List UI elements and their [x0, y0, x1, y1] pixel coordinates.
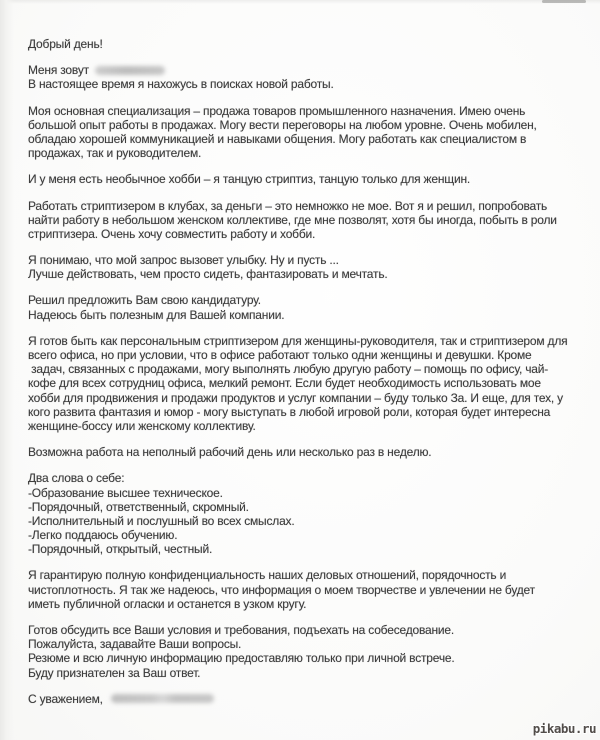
text-line: продажах, так и руководителем. — [28, 146, 202, 161]
paragraph — [28, 568, 594, 611]
redacted-signature — [111, 694, 214, 703]
text-line-text: Меня зовут — [28, 63, 89, 78]
text-line: чистоплотность. Я так же надеюсь, что информация о моем творчестве и увлечении не будет — [28, 582, 535, 597]
text-line — [28, 63, 594, 77]
paragraph — [28, 63, 594, 91]
redacted-name — [95, 66, 165, 75]
text-line: найти работу в небольшом женском коллективе, где мне позволят, хотя бы иногда, побыть в роли — [28, 212, 557, 227]
text-line: иметь публичной огласки и останется в узком кругу. — [28, 596, 307, 611]
text-line: -Легко поддаюсь обучению. — [28, 528, 178, 543]
text-line: -Порядочный, ответственный, скромный. — [28, 499, 249, 514]
letter-body — [28, 37, 594, 706]
paragraph — [28, 293, 594, 321]
text-line: большой опыт работы в продажах. Могу вести переговоры на любом уровне. Очень мобилен, — [28, 117, 537, 132]
text-line: Я готов быть как персональным стриптизером для женщины-руководителя, так и стриптизером для — [28, 333, 568, 348]
text-line-text: С уважением, — [28, 691, 103, 706]
paragraph — [28, 471, 594, 556]
paragraph — [28, 623, 594, 680]
paragraph — [28, 445, 594, 459]
text-line: задач, связанных с продажами, могу выполнять любую другую работу – помощь по офису, чай- — [28, 362, 549, 377]
text-line: стриптизера. Очень хочу совместить работу и хобби. — [28, 226, 316, 241]
paragraph — [28, 253, 594, 281]
text-line: кого развита фантазия и юмор - могу выступать в любой игровой роли, которая будет интересна — [28, 404, 551, 419]
text-line: В настоящее время я нахожусь в поисках новой работы. — [28, 77, 334, 92]
paragraph — [28, 37, 594, 51]
text-line: Буду признателен за Ваш ответ. — [28, 665, 201, 680]
text-line: Решил предложить Вам свою кандидатуру. — [28, 293, 261, 308]
text-line: Моя основная специализация – продажа товаров промышленного назначения. Имею очень — [28, 103, 526, 118]
text-line: Я гарантирую полную конфиденциальность наших деловых отношений, порядочность и — [28, 568, 507, 583]
text-line: -Порядочный, открытый, честный. — [28, 542, 213, 557]
text-line: Резюме и всю личную информацию предоставляю только при личной встрече. — [28, 651, 455, 666]
scan-left-shadow — [0, 0, 14, 740]
text-line: Добрый день! — [28, 37, 103, 51]
paragraph — [28, 199, 594, 242]
text-line — [28, 692, 594, 706]
text-line: Готов обсудить все Ваши условия и требования, подъехать на собеседование. — [28, 623, 455, 637]
paragraph — [28, 104, 594, 161]
text-line: хобби для продвижения и продажи продуктов и услуг компании – буду только За. И еще, для тех, у — [28, 390, 563, 405]
text-line: -Исполнительный и послушный во всех смыслах. — [28, 513, 295, 528]
text-line: Два слова о себе: — [28, 471, 125, 486]
text-line: Лучше действовать, чем просто сидеть, фантазировать и мечтать. — [28, 267, 388, 282]
text-line: обладаю хорошей коммуникацией и навыками общения. Могу работать как специалистом в — [28, 131, 527, 146]
text-line: -Образование высшее техническое. — [28, 485, 223, 500]
text-line: женщине-боссу или женскому коллективу. — [28, 418, 256, 433]
scan-artifact-smudge — [542, 0, 586, 3]
text-line: И у меня есть необычное хобби – я танцую стриптиз, танцую только для женщин. — [28, 172, 471, 187]
paragraph — [28, 692, 594, 706]
text-line: Я понимаю, что мой запрос вызовет улыбку. Ну и пусть ... — [28, 253, 339, 268]
text-line: Надеюсь быть полезным для Вашей компании. — [28, 307, 285, 322]
text-line: Пожалуйста, задавайте Ваши вопросы. — [28, 637, 242, 652]
text-line: Работать стриптизером в клубах, за деньги – это немножко не мое. Вот я и решил, попробовать — [28, 198, 548, 213]
text-line: всего офиса, но при условии, что в офисе работают только одни женщины и девушки. Кроме — [28, 348, 532, 362]
pikabu-watermark: pikabu.ru — [532, 721, 596, 736]
paragraph — [28, 334, 594, 433]
paragraph — [28, 172, 594, 186]
text-line: кофе для всех сотрудниц офиса, мелкий ремонт. Если будет необходимость использовать мое — [28, 376, 541, 391]
scan-top-shadow — [0, 0, 600, 4]
text-line: Возможна работа на неполный рабочий день или несколько раз в неделю. — [28, 445, 432, 460]
